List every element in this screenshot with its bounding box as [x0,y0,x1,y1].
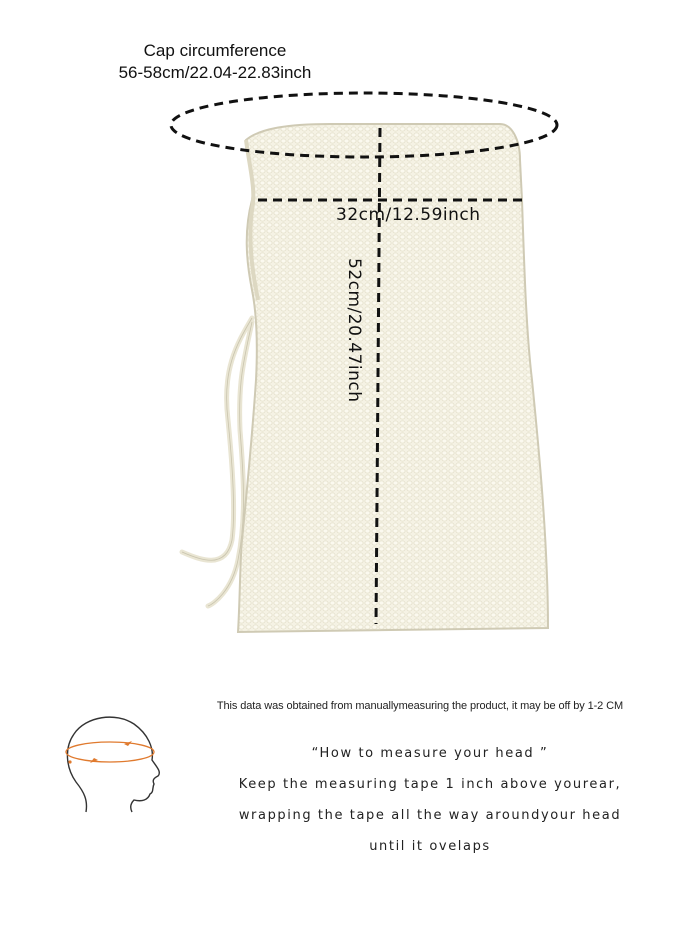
instructions-line-1: Keep the measuring tape 1 inch above yourear, [238,777,622,792]
width-label: 32cm/12.59inch [336,205,481,225]
circumference-title: Cap circumference [143,41,287,60]
length-label: 52cm/20.47inch [344,258,364,403]
instructions-title: “How to measure your head ” [311,746,549,761]
instructions-line-3: until it ovelaps [369,839,491,854]
measure-instructions [190,738,670,862]
head-profile-icon [58,708,168,818]
measurement-note: This data was obtained from manuallymeasuring the product, it may be off by 1-2 CM [216,700,624,712]
circumference-value: 56-58cm/22.04-22.83inch [118,63,312,82]
instructions-line-2: wrapping the tape all the way aroundyour head [238,808,622,823]
circumference-label [100,40,330,84]
